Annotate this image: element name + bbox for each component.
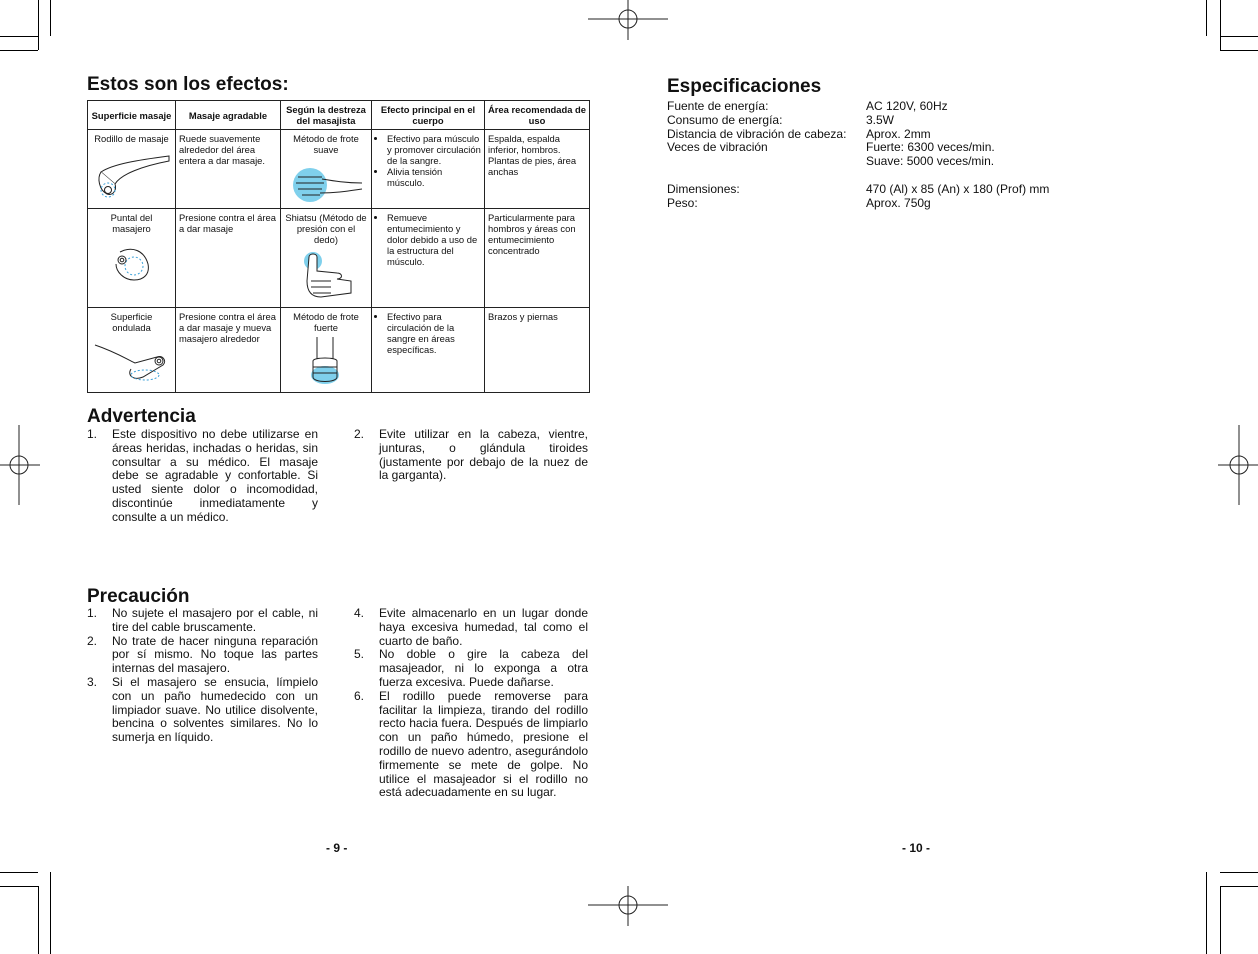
spec-row xyxy=(667,155,1049,169)
effects-table xyxy=(87,100,590,393)
crop-mark xyxy=(0,36,38,37)
fist-rub-icon xyxy=(301,335,351,387)
item-text: Evite utilizar en la cabeza, vientre, junturas, o glándula tiroides (justamente por debajo de la nuez de la garganta). xyxy=(379,427,588,483)
spec-value: AC 120V, 60Hz xyxy=(866,99,948,113)
spec-value: Suave: 5000 veces/min. xyxy=(866,154,995,169)
surface-cell xyxy=(88,130,176,209)
spec-value: Aprox. 2mm xyxy=(866,126,931,141)
list-item xyxy=(354,690,588,800)
technique-cell xyxy=(281,130,372,209)
crop-mark xyxy=(50,872,51,954)
spec-row xyxy=(667,197,1049,211)
massage-cell: Ruede suavemente alrededor del área entera a dar masaje. xyxy=(176,130,281,209)
crop-mark xyxy=(1220,0,1221,50)
table-row xyxy=(88,308,590,393)
item-number: 6. xyxy=(354,688,365,703)
effect-item: • Efectivo para circulación de la sangre en áreas específicas. xyxy=(387,311,481,355)
massage-cell: Presione contra el área a dar masaje y mueva masajero alrededor xyxy=(176,308,281,393)
effect-item: • Efectivo para músculo y promover circulación de la sangre. xyxy=(387,133,481,166)
thumb-press-icon xyxy=(291,251,361,301)
list-item xyxy=(87,428,318,525)
crop-mark xyxy=(1220,50,1258,51)
effects-title: Estos son los efectos: xyxy=(87,74,289,95)
item-text: No sujete el masajero por el cable, ni tire del cable bruscamente. xyxy=(112,606,318,634)
spec-label: Veces de vibración xyxy=(667,140,768,155)
massage-cell: Presione contra el área a dar masaje xyxy=(176,209,281,308)
spec-value: Fuerte: 6300 veces/min. xyxy=(866,140,995,155)
technique-label: Método de frote fuerte xyxy=(293,311,359,333)
spec-label: Dimensiones: xyxy=(667,181,740,196)
list-item xyxy=(354,648,588,689)
item-number: 1. xyxy=(87,606,98,620)
surface-label: Superficie ondulada xyxy=(110,311,153,333)
header-massage: Masaje agradable xyxy=(176,101,281,130)
technique-cell xyxy=(281,209,372,308)
area-cell: Espalda, espalda inferior, hombros. Plantas de pies, área anchas xyxy=(485,130,590,209)
warning-list-left xyxy=(87,428,318,525)
spec-value: 470 (Al) x 85 (An) x 180 (Prof) mm xyxy=(866,181,1050,196)
surface-label: Puntal del masajero xyxy=(110,212,153,234)
spec-row xyxy=(667,100,1049,114)
specs-title: Especificaciones xyxy=(667,76,822,97)
crop-mark xyxy=(1206,0,1207,36)
specs-list xyxy=(667,100,1049,210)
item-number: 2. xyxy=(354,427,365,441)
caution-list-left xyxy=(87,607,318,745)
registration-mark xyxy=(1218,425,1258,505)
caution-title: Precaución xyxy=(87,586,190,607)
list-item xyxy=(87,635,318,676)
massager-tip-icon xyxy=(104,240,160,290)
crop-mark xyxy=(1220,36,1258,37)
spec-row xyxy=(667,114,1049,128)
item-text: Evite almacenarlo en un lugar donde haya excesiva humedad, tal como el cuarto de baño. xyxy=(379,606,588,648)
page-number-left: - 9 - xyxy=(326,841,348,855)
crop-mark xyxy=(38,0,39,50)
effects-table-header xyxy=(88,101,590,130)
technique-label: Shiatsu (Método de presión con el dedo) xyxy=(285,212,367,245)
effect-cell xyxy=(372,209,485,308)
item-number: 2. xyxy=(87,633,98,648)
massager-roller-icon xyxy=(93,150,171,204)
effect-item: • Alivia tensión músculo. xyxy=(387,166,481,188)
spec-label: Peso: xyxy=(667,195,698,210)
crop-mark xyxy=(0,886,38,887)
item-text: El rodillo puede removerse para facilitar la limpieza, tirando del rodillo recto hacia fuera. Después de limpiarlo con un paño húmedo, presione el rodillo de nuevo adentro, asegurándolo firmemente se mete de golpe. No utilice el masajeador si el rodillo no está adecuadamente en su lugar. xyxy=(379,688,588,800)
item-number: 1. xyxy=(87,427,98,441)
registration-mark xyxy=(588,886,668,926)
technique-label: Método de frote suave xyxy=(293,133,359,155)
wave-surface-icon xyxy=(93,339,171,383)
warning-title: Advertencia xyxy=(87,406,196,427)
effect-cell xyxy=(372,308,485,393)
crop-mark xyxy=(1206,872,1207,954)
surface-label: Rodillo de masaje xyxy=(94,133,169,144)
crop-mark xyxy=(0,872,38,873)
effect-item: • Remueve entumecimiento y dolor debido a uso de la estructura del músculo. xyxy=(387,212,481,267)
spec-row xyxy=(667,128,1049,142)
surface-cell xyxy=(88,308,176,393)
page-number-right: - 10 - xyxy=(902,841,931,855)
header-effect: Efecto principal en el cuerpo xyxy=(372,101,485,130)
header-technique: Según la destreza del masajista xyxy=(281,101,372,130)
item-number: 5. xyxy=(354,647,365,662)
list-item xyxy=(87,607,318,635)
spec-label: Fuente de energía: xyxy=(667,99,769,113)
effect-cell xyxy=(372,130,485,209)
registration-mark xyxy=(0,425,40,505)
item-number: 4. xyxy=(354,606,365,620)
header-area: Área recomendada de uso xyxy=(485,101,590,130)
hand-rub-icon xyxy=(286,161,366,205)
technique-cell xyxy=(281,308,372,393)
table-row xyxy=(88,130,590,209)
spec-row xyxy=(667,183,1049,197)
item-text: Este dispositivo no debe utilizarse en áreas heridas, inchadas o heridas, sin consultar a su médico. El masaje debe se agradable y confortable. Si usted siente dolor o incomodidad, discontinúe inmediatamente y consulte a un médico. xyxy=(112,427,318,524)
spec-label xyxy=(667,155,866,169)
warning-list-right xyxy=(354,428,588,483)
list-item xyxy=(354,428,588,483)
area-cell: Brazos y piernas xyxy=(485,308,590,393)
item-number: 3. xyxy=(87,674,98,689)
area-cell: Particularmente para hombros y áreas con entumecimiento concentrado xyxy=(485,209,590,308)
table-row xyxy=(88,209,590,308)
spec-value: Aprox. 750g xyxy=(866,195,931,210)
spec-value: 3.5W xyxy=(866,112,895,127)
crop-mark xyxy=(38,886,39,954)
crop-mark xyxy=(1220,886,1221,954)
spec-row xyxy=(667,141,1049,155)
caution-list-right xyxy=(354,607,588,800)
surface-cell xyxy=(88,209,176,308)
header-surface: Superficie masaje xyxy=(88,101,176,130)
item-text: No trate de hacer ninguna reparación por sí mismo. No toque las partes internas del masajero. xyxy=(112,633,318,676)
crop-mark xyxy=(1220,886,1258,887)
spec-label: Consumo de energía: xyxy=(667,112,783,127)
registration-mark xyxy=(588,0,668,40)
list-item xyxy=(87,676,318,745)
crop-mark xyxy=(0,50,38,51)
crop-mark xyxy=(50,0,51,36)
item-text: Si el masajero se ensucia, límpielo con un paño humedecido con un limpiador suave. No utilice disolvente, bencina o solventes similares. No lo sumerja en líquido. xyxy=(112,674,318,745)
spec-label: Distancia de vibración de cabeza: xyxy=(667,126,847,141)
item-text: No doble o gire la cabeza del masajeador, ni lo exponga a otra fuerza excesiva. Puede dañarse. xyxy=(379,647,588,689)
list-item xyxy=(354,607,588,648)
crop-mark xyxy=(1220,872,1258,873)
